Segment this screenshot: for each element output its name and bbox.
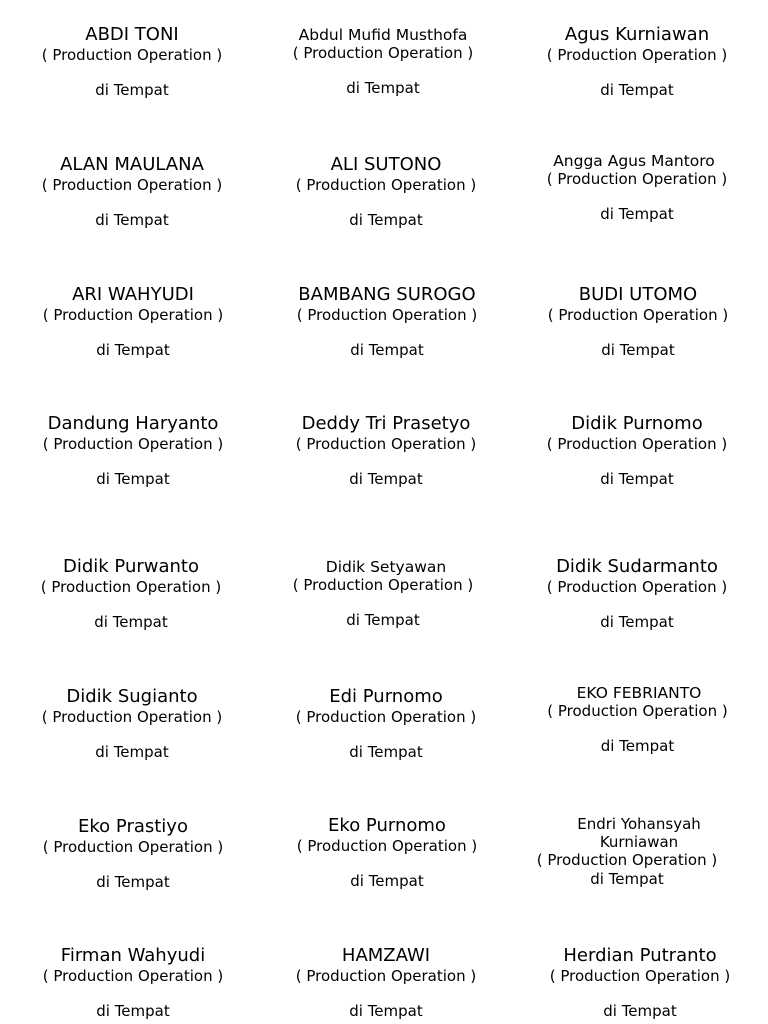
recipient-role: ( Production Operation ) [549,967,731,985]
recipient-role: ( Production Operation ) [295,435,477,453]
address-label [261,558,511,630]
address-label [512,413,762,489]
address-label [7,686,257,762]
recipient-role: ( Production Operation ) [546,170,728,188]
recipient-role: ( Production Operation ) [42,838,224,856]
recipient-role: ( Production Operation ) [536,851,718,869]
recipient-name: ARI WAHYUDI [72,284,194,305]
recipient-name: Dandung Haryanto [47,413,219,434]
recipient-name: EKO FEBRIANTO [576,684,702,702]
recipient-place: di Tempat [346,611,420,629]
recipient-place: di Tempat [590,870,664,888]
recipient-name: ABDI TONI [85,24,179,45]
recipient-place: di Tempat [600,81,674,99]
recipient-name: Angga Agus Mantoro [553,152,715,170]
recipient-name: Endri Yohansyah Kurniawan [577,815,701,851]
recipient-role: ( Production Operation ) [292,576,474,594]
recipient-place: di Tempat [349,470,423,488]
address-label [513,284,763,360]
address-label [8,413,258,489]
recipient-name: Agus Kurniawan [564,24,710,45]
recipient-place: di Tempat [349,743,423,761]
recipient-role: ( Production Operation ) [42,967,224,985]
address-label [261,154,511,230]
address-label [509,152,759,224]
recipient-role: ( Production Operation ) [296,306,478,324]
recipient-name: Didik Setyawan [325,558,447,576]
recipient-place: di Tempat [95,81,169,99]
recipient-place: di Tempat [600,613,674,631]
recipient-role: ( Production Operation ) [296,837,478,855]
address-label [8,284,258,360]
recipient-place: di Tempat [95,211,169,229]
recipient-role: ( Production Operation ) [547,306,729,324]
recipient-name: Didik Sudarmanto [556,556,718,577]
recipient-name: HAMZAWI [341,945,431,966]
recipient-role: ( Production Operation ) [41,46,223,64]
recipient-name: Edi Purnomo [329,686,443,707]
recipient-role: ( Production Operation ) [42,435,224,453]
recipient-name: Deddy Tri Prasetyo [301,413,471,434]
recipient-name: Herdian Putranto [563,945,717,966]
recipient-name: Abdul Mufid Musthofa [298,26,468,44]
recipient-name: BUDI UTOMO [578,284,698,305]
recipient-name: Didik Purwanto [62,556,199,577]
address-label [515,945,765,1021]
recipient-role: ( Production Operation ) [41,176,223,194]
address-label [514,815,764,888]
recipient-name: ALI SUTONO [330,154,442,175]
recipient-place: di Tempat [349,211,423,229]
recipient-role: ( Production Operation ) [292,44,474,62]
recipient-role: ( Production Operation ) [295,967,477,985]
address-label [262,815,512,891]
address-label [258,26,508,98]
recipient-place: di Tempat [349,1002,423,1020]
recipient-place: di Tempat [350,872,424,890]
address-label [7,154,257,230]
recipient-role: ( Production Operation ) [546,435,728,453]
recipient-role: ( Production Operation ) [41,708,223,726]
recipient-place: di Tempat [600,470,674,488]
recipient-role: ( Production Operation ) [42,306,224,324]
recipient-place: di Tempat [96,873,170,891]
recipient-name: ALAN MAULANA [60,154,204,175]
address-label [261,945,511,1021]
recipient-place: di Tempat [96,1002,170,1020]
recipient-place: di Tempat [96,470,170,488]
recipient-role: ( Production Operation ) [295,176,477,194]
address-label [261,686,511,762]
recipient-place: di Tempat [600,205,674,223]
recipient-name: Eko Prastiyo [78,816,188,837]
address-label [6,556,256,632]
recipient-place: di Tempat [346,79,420,97]
recipient-name: Firman Wahyudi [60,945,206,966]
recipient-place: di Tempat [96,341,170,359]
address-label [262,284,512,360]
address-label [8,816,258,892]
recipient-place: di Tempat [601,341,675,359]
recipient-role: ( Production Operation ) [547,702,728,720]
recipient-name: Didik Sugianto [66,686,198,707]
recipient-place: di Tempat [603,1002,677,1020]
address-label [512,24,762,100]
recipient-place: di Tempat [600,737,675,755]
recipient-name: BAMBANG SUROGO [298,284,476,305]
recipient-role: ( Production Operation ) [295,708,477,726]
recipient-place: di Tempat [95,743,169,761]
address-label [8,945,258,1021]
recipient-name: Didik Purnomo [571,413,703,434]
address-label [261,413,511,489]
address-label [512,556,762,632]
recipient-role: ( Production Operation ) [546,578,728,596]
address-label [7,24,257,100]
recipient-role: ( Production Operation ) [40,578,222,596]
address-label [514,684,764,756]
recipient-place: di Tempat [94,613,168,631]
recipient-place: di Tempat [350,341,424,359]
recipient-role: ( Production Operation ) [546,46,728,64]
recipient-name: Eko Purnomo [328,815,446,836]
